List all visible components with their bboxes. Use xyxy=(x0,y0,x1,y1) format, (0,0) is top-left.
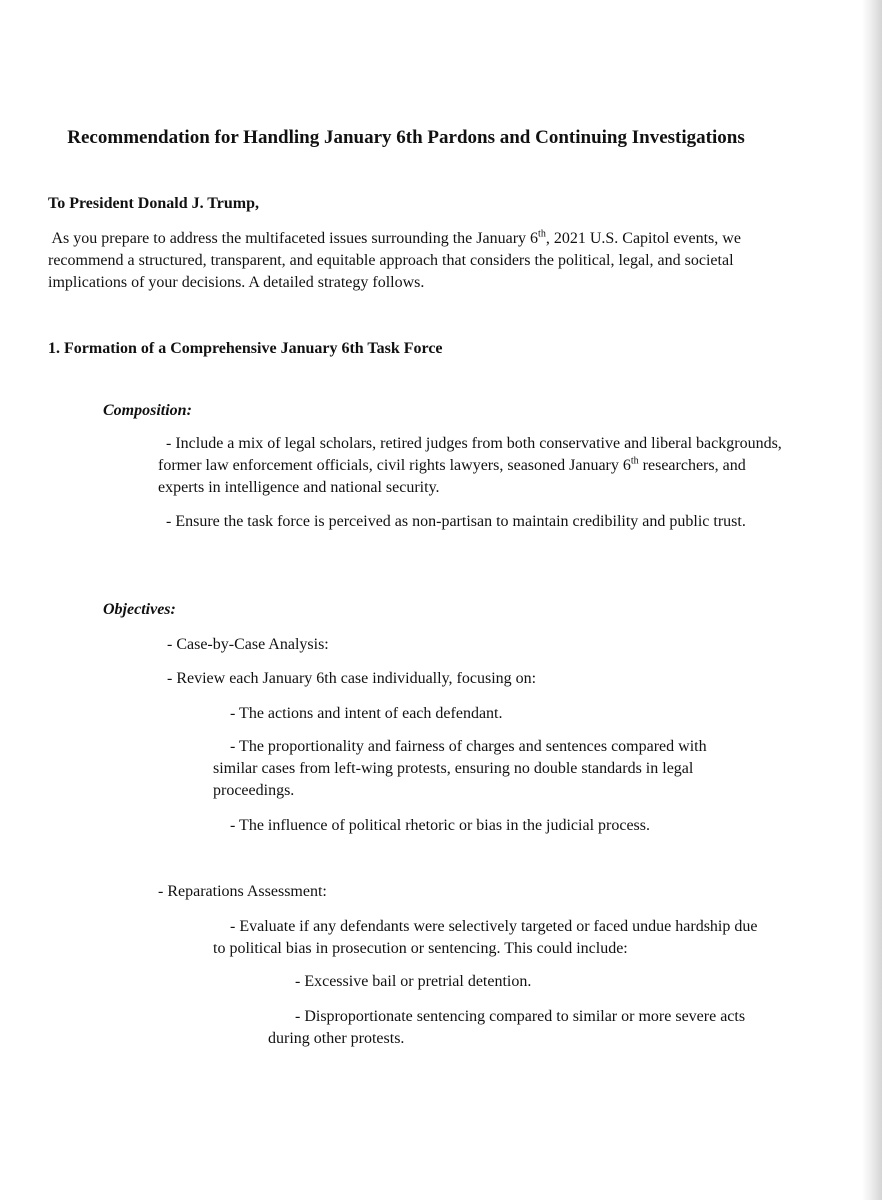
focus-item-3: - The influence of political rhetoric or bias in the judicial process. xyxy=(230,817,651,834)
reparations-item: - Reparations Assessment: xyxy=(158,883,327,900)
composition-item-1: - Include a mix of legal scholars, retired judges from both conservative and liberal backgrounds, former law enforcement officials, civil rights lawyers, seasoned January 6th researchers, and experts in intelligence and national security. xyxy=(158,435,786,496)
objectives-heading: Objectives: xyxy=(103,601,176,618)
intro-paragraph: As you prepare to address the multifaceted issues surrounding the January 6th, 2021 U.S. Capitol events, we recommend a structured, transparent, and equitable approach that considers the political, legal, and societal implications of your decisions. A detailed strategy follows. xyxy=(48,228,741,291)
composition-heading: Composition: xyxy=(103,402,192,419)
review-item: - Review each January 6th case individually, focusing on: xyxy=(167,670,537,687)
composition-item-2: - Ensure the task force is perceived as non-partisan to maintain credibility and public trust. xyxy=(158,513,746,530)
page-edge-shadow xyxy=(862,0,882,1200)
evaluate-item: - Evaluate if any defendants were selectively targeted or faced undue hardship due to political bias in prosecution or sentencing. This could include: xyxy=(213,918,758,957)
example-item-2: - Disproportionate sentencing compared to similar or more severe acts during other protests. xyxy=(268,1008,746,1047)
focus-item-2: - The proportionality and fairness of charges and sentences compared with similar cases from left-wing protests, ensuring no double standards in legal proceedings. xyxy=(213,738,707,799)
example-item-1: - Excessive bail or pretrial detention. xyxy=(295,973,532,990)
section-1-heading: 1. Formation of a Comprehensive January 6th Task Force xyxy=(48,340,443,357)
salutation: To President Donald J. Trump, xyxy=(48,195,260,212)
document-title: Recommendation for Handling January 6th Pardons and Continuing Investigations xyxy=(67,127,745,148)
case-analysis-item: - Case-by-Case Analysis: xyxy=(167,636,329,653)
focus-item-1: - The actions and intent of each defendant. xyxy=(230,705,503,722)
